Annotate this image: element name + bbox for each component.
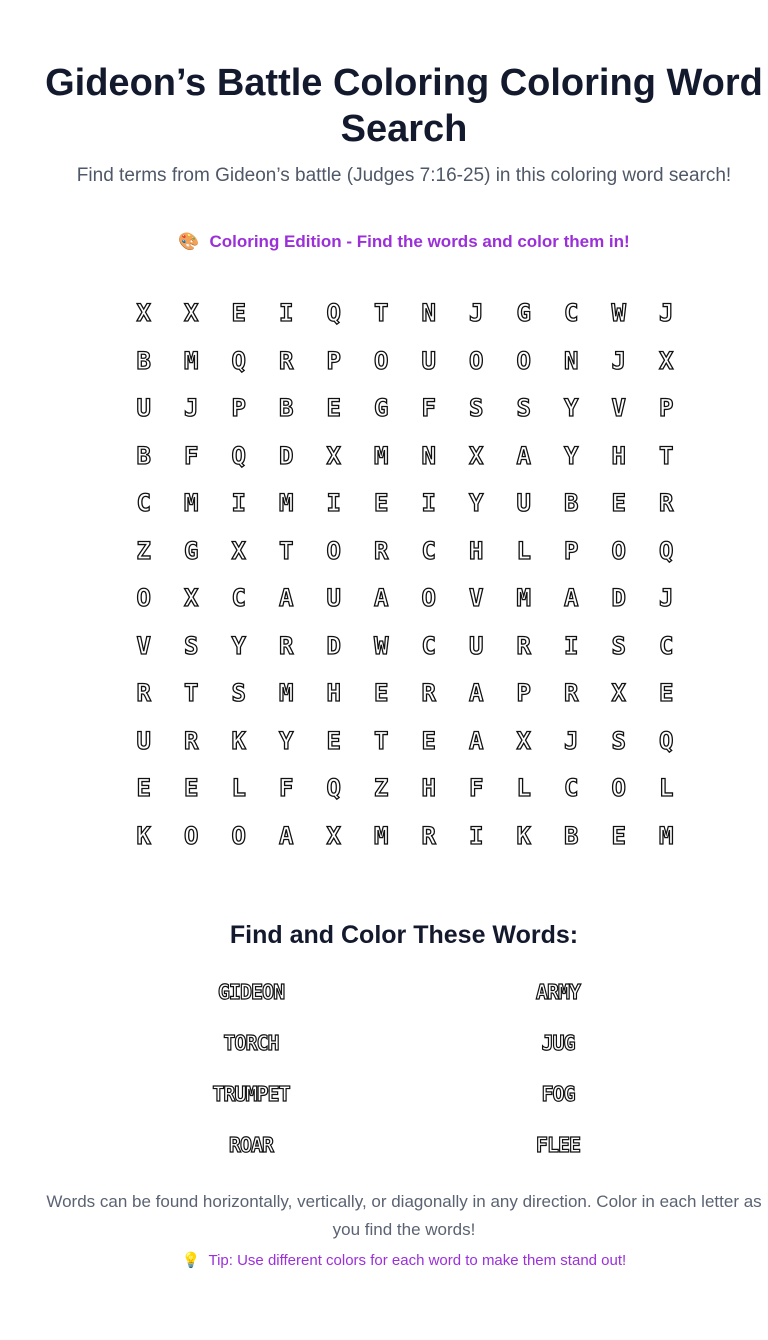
- grid-cell[interactable]: N: [421, 299, 436, 327]
- grid-cell[interactable]: O: [326, 536, 341, 565]
- grid-cell[interactable]: W: [611, 299, 626, 327]
- grid-cell[interactable]: J: [184, 394, 199, 422]
- grid-cell[interactable]: U: [469, 631, 484, 660]
- grid-cell[interactable]: U: [326, 584, 341, 612]
- grid-cell[interactable]: M: [184, 489, 199, 517]
- grid-cell[interactable]: X: [659, 346, 674, 375]
- grid-cell[interactable]: N: [564, 346, 579, 375]
- tip-banner: [40, 1250, 768, 1272]
- word-list-item: FLEE: [535, 1133, 581, 1157]
- word-list-item: TORCH: [223, 1031, 279, 1055]
- grid-cell[interactable]: J: [659, 584, 674, 612]
- grid-cell[interactable]: I: [326, 489, 341, 517]
- grid-cell[interactable]: O: [184, 821, 199, 850]
- grid-cell[interactable]: B: [564, 489, 579, 517]
- grid-cell[interactable]: T: [374, 726, 389, 755]
- grid-cell[interactable]: J: [611, 346, 626, 375]
- palette-icon: 🎨: [178, 232, 200, 251]
- grid-cell[interactable]: S: [231, 679, 246, 707]
- grid-cell[interactable]: L: [516, 774, 531, 802]
- grid-cell[interactable]: H: [611, 441, 626, 470]
- grid-cell[interactable]: M: [184, 346, 199, 375]
- grid-cell[interactable]: P: [564, 536, 579, 565]
- grid-cell[interactable]: Q: [659, 726, 674, 755]
- grid-cell[interactable]: E: [611, 821, 626, 850]
- grid-cell[interactable]: E: [374, 679, 389, 707]
- grid-cell[interactable]: S: [469, 394, 484, 422]
- grid-cell[interactable]: X: [184, 299, 199, 327]
- grid-cell[interactable]: E: [326, 394, 341, 422]
- grid-cell[interactable]: K: [516, 821, 531, 850]
- grid-cell[interactable]: I: [421, 489, 436, 517]
- grid-cell[interactable]: U: [516, 489, 531, 517]
- grid-cell[interactable]: A: [374, 584, 389, 612]
- grid-cell[interactable]: H: [326, 679, 341, 707]
- grid-cell[interactable]: K: [231, 726, 246, 755]
- grid-cell[interactable]: B: [564, 821, 579, 850]
- grid-cell[interactable]: N: [421, 441, 436, 470]
- grid-cell[interactable]: M: [374, 821, 389, 850]
- grid-cell[interactable]: O: [231, 821, 246, 850]
- grid-cell[interactable]: C: [659, 631, 674, 660]
- grid-cell[interactable]: Z: [136, 536, 151, 565]
- word-search-grid: [120, 290, 690, 860]
- grid-cell[interactable]: I: [469, 821, 484, 850]
- grid-cell[interactable]: A: [279, 584, 294, 612]
- grid-cell[interactable]: E: [659, 679, 674, 707]
- grid-cell[interactable]: E: [136, 774, 151, 802]
- page-subtitle: Find terms from Gideon’s battle (Judges 7:16-25) in this coloring word search!: [76, 165, 732, 186]
- grid-cell[interactable]: O: [611, 774, 626, 802]
- grid-cell[interactable]: O: [469, 346, 484, 375]
- grid-cell[interactable]: R: [279, 346, 294, 375]
- grid-cell[interactable]: G: [516, 299, 531, 327]
- grid-cell[interactable]: H: [469, 536, 484, 565]
- grid-cell[interactable]: X: [516, 726, 531, 755]
- grid-cell[interactable]: X: [136, 299, 151, 327]
- grid-cell[interactable]: E: [184, 774, 199, 802]
- word-list-item: TRUMPET: [212, 1082, 290, 1106]
- grid-cell[interactable]: J: [564, 726, 579, 755]
- grid-cell[interactable]: A: [564, 584, 579, 612]
- grid-cell[interactable]: U: [136, 726, 151, 755]
- grid-cell[interactable]: J: [469, 299, 484, 327]
- grid-cell[interactable]: X: [326, 821, 341, 850]
- grid-cell[interactable]: R: [136, 679, 151, 707]
- grid-cell[interactable]: C: [421, 536, 436, 565]
- grid-cell[interactable]: M: [279, 489, 294, 517]
- grid-cell[interactable]: R: [564, 679, 579, 707]
- grid-cell[interactable]: F: [184, 441, 199, 470]
- grid-cell[interactable]: Q: [326, 774, 341, 802]
- grid-cell[interactable]: L: [516, 536, 531, 565]
- word-list-item: ROAR: [228, 1133, 274, 1157]
- grid-cell[interactable]: O: [374, 346, 389, 375]
- grid-cell[interactable]: T: [184, 679, 199, 707]
- grid-cell[interactable]: F: [279, 774, 294, 802]
- instructions-text: Words can be found horizontally, vertically, or diagonally in any direction. Color in each letter as you find the words!: [46, 1192, 762, 1239]
- grid-cell[interactable]: R: [279, 631, 294, 660]
- grid-cell[interactable]: A: [469, 679, 484, 707]
- grid-cell[interactable]: M: [516, 584, 531, 612]
- grid-cell[interactable]: X: [184, 584, 199, 612]
- grid-cell[interactable]: A: [279, 821, 294, 850]
- lightbulb-icon: 💡: [181, 1252, 201, 1269]
- grid-cell[interactable]: Y: [279, 726, 294, 755]
- grid-cell[interactable]: D: [279, 441, 294, 470]
- grid-cell[interactable]: B: [136, 441, 151, 470]
- edition-banner: [40, 230, 768, 254]
- grid-cell[interactable]: T: [279, 536, 294, 565]
- grid-cell[interactable]: O: [611, 536, 626, 565]
- grid-cell[interactable]: Y: [564, 441, 579, 470]
- grid-cell[interactable]: A: [469, 726, 484, 755]
- grid-cell[interactable]: U: [421, 346, 436, 375]
- grid-cell[interactable]: A: [516, 441, 531, 470]
- grid-cell[interactable]: Y: [564, 394, 579, 422]
- grid-cell[interactable]: Q: [231, 346, 246, 375]
- grid-cell[interactable]: O: [136, 584, 151, 612]
- grid-cell[interactable]: M: [279, 679, 294, 707]
- grid-cell[interactable]: C: [421, 631, 436, 660]
- grid-cell[interactable]: E: [421, 726, 436, 755]
- grid-cell[interactable]: S: [611, 631, 626, 660]
- grid-cell[interactable]: P: [659, 394, 674, 422]
- grid-cell[interactable]: P: [516, 679, 531, 707]
- grid-cell[interactable]: R: [374, 536, 389, 565]
- grid-cell[interactable]: L: [659, 774, 674, 802]
- grid-cell[interactable]: C: [231, 584, 246, 612]
- grid-cell[interactable]: C: [564, 299, 579, 327]
- grid-cell[interactable]: T: [374, 299, 389, 327]
- grid-cell[interactable]: O: [421, 584, 436, 612]
- word-list-item: GIDEON: [217, 980, 285, 1004]
- word-list-item: ARMY: [535, 980, 581, 1004]
- grid-cell[interactable]: C: [136, 489, 151, 517]
- grid-cell[interactable]: C: [564, 774, 579, 802]
- grid-cell[interactable]: M: [659, 821, 674, 850]
- grid-cell[interactable]: L: [231, 774, 246, 802]
- grid-cell[interactable]: Y: [469, 489, 484, 517]
- grid-cell[interactable]: E: [611, 489, 626, 517]
- grid-cell[interactable]: X: [611, 679, 626, 707]
- grid-cell[interactable]: X: [469, 441, 484, 470]
- word-list-heading: Find and Color These Words:: [229, 921, 579, 949]
- grid-cell[interactable]: P: [231, 394, 246, 422]
- grid-cell[interactable]: S: [516, 394, 531, 422]
- grid-cell[interactable]: G: [374, 394, 389, 422]
- grid-cell[interactable]: S: [611, 726, 626, 755]
- grid-cell[interactable]: Q: [231, 441, 246, 470]
- grid-cell[interactable]: E: [326, 726, 341, 755]
- grid-cell[interactable]: R: [421, 821, 436, 850]
- grid-cell[interactable]: V: [469, 584, 484, 612]
- grid-cell[interactable]: R: [516, 631, 531, 660]
- grid-cell[interactable]: E: [231, 299, 246, 327]
- grid-cell[interactable]: V: [136, 631, 151, 660]
- grid-cell[interactable]: S: [184, 631, 199, 660]
- grid-cell[interactable]: O: [516, 346, 531, 375]
- grid-cell[interactable]: V: [611, 394, 626, 422]
- grid-cell[interactable]: G: [184, 536, 199, 565]
- grid-cell[interactable]: F: [469, 774, 484, 802]
- grid-cell[interactable]: F: [421, 394, 436, 422]
- grid-cell[interactable]: X: [231, 536, 246, 565]
- tip-text: Tip: Use different colors for each word to make them stand out!: [208, 1252, 627, 1269]
- grid-cell[interactable]: E: [374, 489, 389, 517]
- grid-cell[interactable]: Q: [326, 299, 341, 327]
- grid-cell[interactable]: P: [326, 346, 341, 375]
- grid-cell[interactable]: X: [326, 441, 341, 470]
- grid-cell[interactable]: I: [279, 299, 294, 327]
- grid-cell[interactable]: Y: [231, 631, 246, 660]
- grid-cell[interactable]: U: [136, 394, 151, 422]
- word-list-item: FOG: [541, 1082, 575, 1106]
- grid-cell[interactable]: I: [231, 489, 246, 517]
- page-title: Gideon’s Battle Coloring Coloring Word Search: [45, 62, 763, 150]
- grid-cell[interactable]: W: [374, 631, 389, 660]
- grid-cell[interactable]: R: [659, 489, 674, 517]
- grid-cell[interactable]: I: [564, 631, 579, 660]
- grid-cell[interactable]: T: [659, 441, 674, 470]
- grid-cell[interactable]: D: [326, 631, 341, 660]
- grid-cell[interactable]: D: [611, 584, 626, 612]
- edition-text: Coloring Edition - Find the words and color them in!: [209, 232, 630, 251]
- grid-cell[interactable]: R: [184, 726, 199, 755]
- word-list-item: JUG: [541, 1031, 575, 1055]
- grid-cell[interactable]: B: [136, 346, 151, 375]
- grid-cell[interactable]: R: [421, 679, 436, 707]
- grid-cell[interactable]: M: [374, 441, 389, 470]
- grid-cell[interactable]: Z: [374, 774, 389, 802]
- grid-cell[interactable]: K: [136, 821, 151, 850]
- grid-cell[interactable]: J: [659, 299, 674, 327]
- grid-cell[interactable]: H: [421, 774, 436, 802]
- grid-cell[interactable]: B: [279, 394, 294, 422]
- grid-cell[interactable]: Q: [659, 536, 674, 565]
